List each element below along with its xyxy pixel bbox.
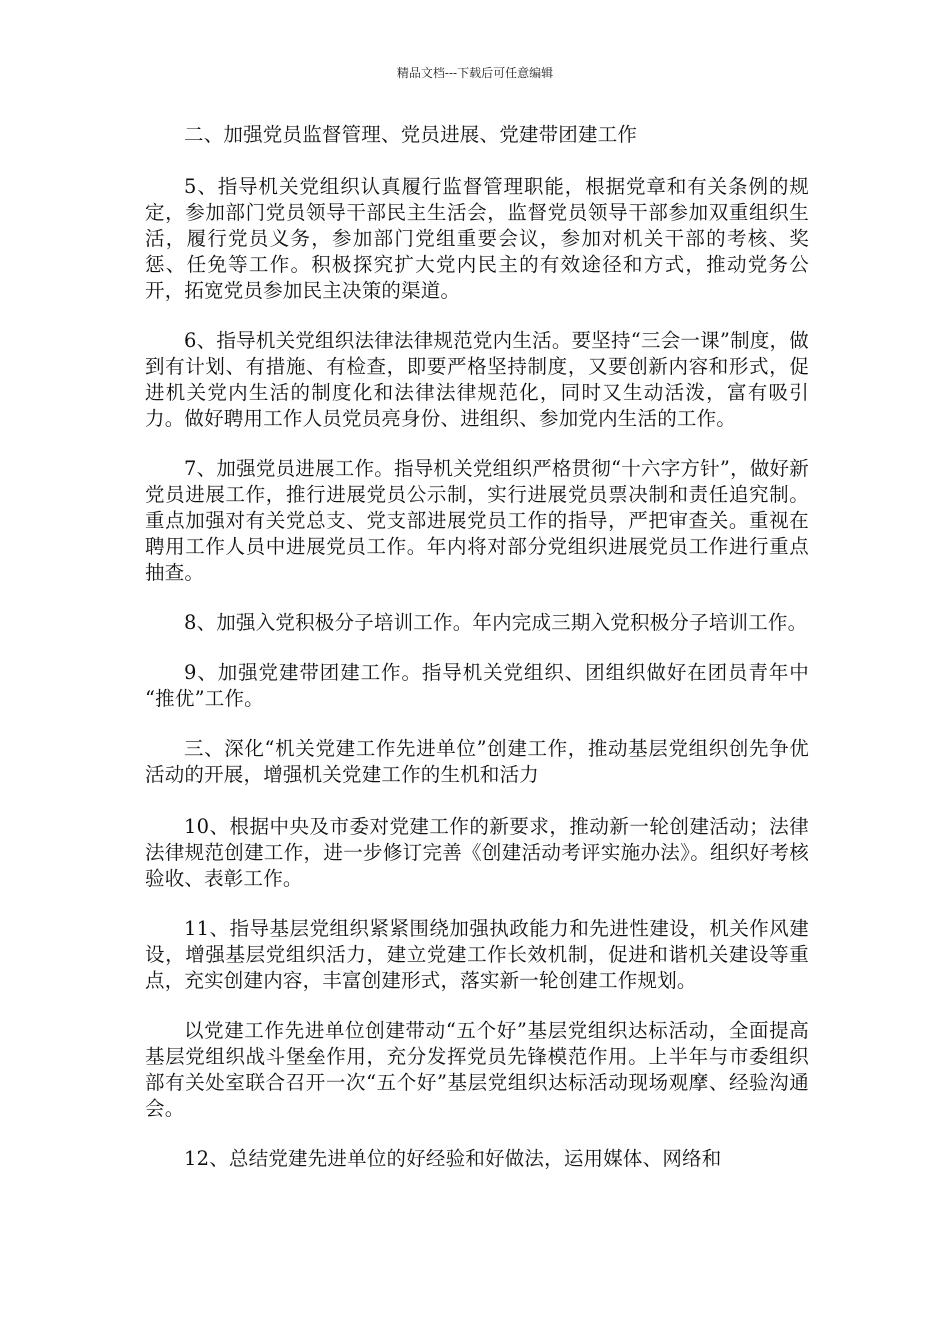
section-heading-3: 三、深化“机关党建工作先进单位”创建工作，推动基层党组织创先争优活动的开展，增强机关党建工作的生机和活力 [145, 737, 809, 786]
paragraph-item-5: 5、指导机关党组织认真履行监督管理职能，根据党章和有关条例的规定，参加部门党员领导干部民主生活会，监督党员领导干部参加双重组织生活，履行党员义务，参加部门党组重要会议，参加对机关干部的考核、奖惩、任免等工作。积极探究扩大党内民主的有效途径和方式，推动党务公开，拓宽党员参加民主决策的渠道。 [145, 175, 809, 302]
section-heading-2: 二、加强党员监督管理、党员进展、党建带团建工作 [184, 123, 638, 146]
paragraph-item-7: 7、加强党员进展工作。指导机关党组织严格贯彻“十六字方针”，做好新党员进展工作，推行进展党员公示制，实行进展党员票决制和责任追究制。重点加强对有关党总支、党支部进展党员工作的指导，严把审查关。重视在聘用工作人员中进展党员工作。年内将对部分党组织进展党员工作进行重点抽查。 [145, 457, 809, 584]
paragraph-item-11: 11、指导基层党组织紧紧围绕加强执政能力和先进性建设，机关作风建设，增强基层党组织活力，建立党建工作长效机制，促进和谐机关建设等重点，充实创建内容，丰富创建形式，落实新一轮创建工作规划。 [145, 917, 809, 992]
paragraph-item-10: 10、根据中央及市委对党建工作的新要求，推动新一轮创建活动；法律法律规范创建工作，进一步修订完善《创建活动考评实施办法》。组织好考核验收、表彰工作。 [145, 815, 809, 890]
paragraph-item-6: 6、指导机关党组织法律法律规范党内生活。要坚持“三会一课”制度，做到有计划、有措施、有检查，即要严格坚持制度，又要创新内容和形式，促进机关党内生活的制度化和法律法律规范化，同时又生动活泼，富有吸引力。做好聘用工作人员党员亮身份、进组织、参加党内生活的工作。 [145, 329, 809, 430]
page-header: 精品文档---下载后可任意编辑 [396, 66, 554, 80]
paragraph-item-8: 8、加强入党积极分子培训工作。年内完成三期入党积极分子培训工作。 [184, 611, 808, 634]
paragraph-item-12: 12、总结党建先进单位的好经验和好做法，运用媒体、网络和 [184, 1147, 722, 1170]
paragraph-five-good: 以党建工作先进单位创建带动“五个好”基层党组织达标活动，全面提高基层党组织战斗堡垒作用，充分发挥党员先锋模范作用。上半年与市委组织部有关处室联合召开一次“五个好”基层党组织达标活动现场观摩、经验沟通会。 [145, 1019, 809, 1120]
document-body [145, 122, 809, 1196]
paragraph-item-9: 9、加强党建带团建工作。指导机关党组织、团组织做好在团员青年中 “推优”工作。 [145, 661, 809, 710]
